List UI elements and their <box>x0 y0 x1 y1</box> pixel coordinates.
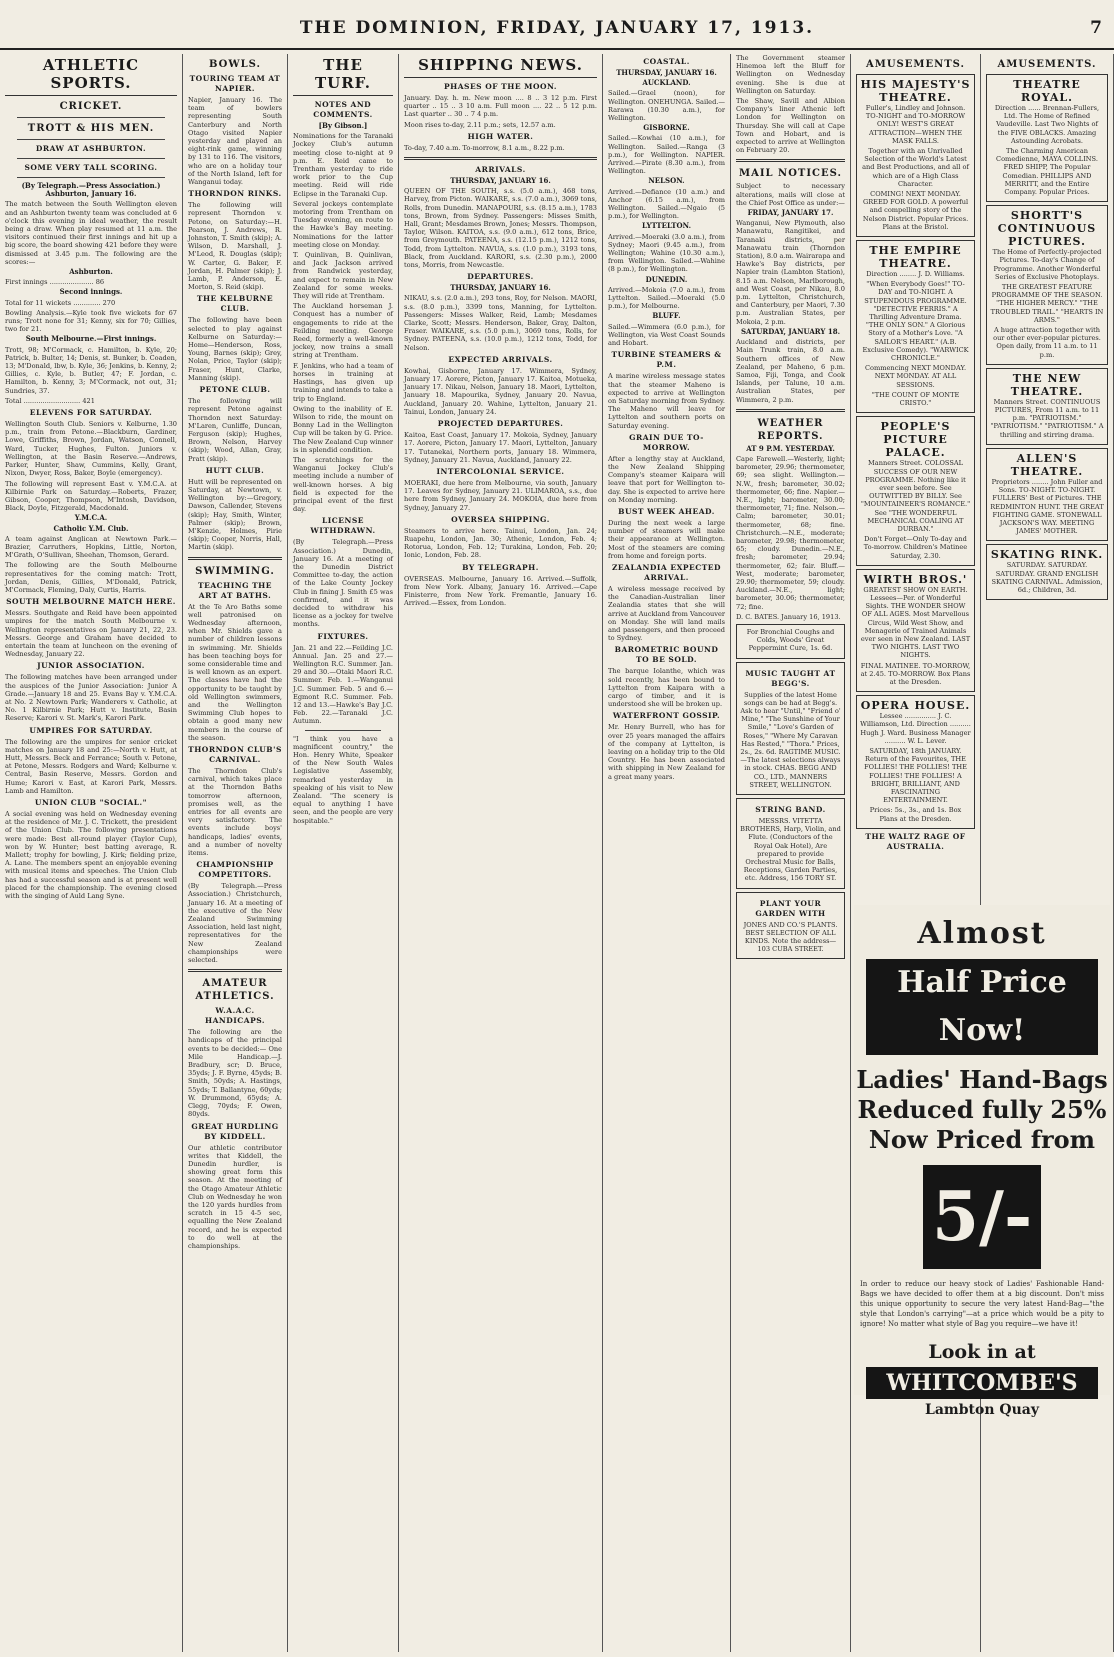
ad-text: "When Everybody Goes!" TO-DAY and TO-NIGHT. A STUPENDOUS PROGRAMME. "DETECTIVE FERRIS." A Thrilling Adventure Drama. "THE ONLY SON." A Glorious Story of a Mother's Love. "A SAILOR'S HEART." (A.B. Exclusive Comedy). "WARWICK CHRONICLE." <box>862 280 969 363</box>
mail-list: Auckland and districts, per Main Trunk train, 8.0 a.m. Southern offices of New Zealand, per Maheno, 6 p.m. Samoa, Fiji, Tonga, and Cook Islands, per Talune, 10 a.m. Australian States, per Wimmera, 2 p.m. <box>736 338 845 404</box>
ad-heading: WIRTH BROS.' <box>863 572 968 586</box>
subheading: UNION CLUB "SOCIAL." <box>34 798 148 807</box>
score-line: First innings ..................... 86 <box>5 278 105 287</box>
shipping-list: Arrived.—Defiance (10 a.m.) and Anchor (6.15 a.m.), from Wellington. Sailed.—Ngaio (5 p.m.), for Wellington. <box>608 187 725 221</box>
ad-heading: MUSIC TAUGHT AT BEGG'S. <box>745 668 836 688</box>
advertisement <box>986 544 1108 600</box>
subheading: THORNDON RINKS. <box>188 189 282 199</box>
shipping-list: Sailed.—Wimmera (6.0 p.m.), for Wellington, via West Coast Sounds and Hobart. <box>608 322 725 348</box>
subheading: ELEVENS FOR SATURDAY. <box>29 408 153 418</box>
ad-text: The Charming American Comedienne, MAYA COLLINS. FRED SHIPP, The Popular Comedian. PHILLIPS AND MERRITT, and the Entire Company. Popular Prices. <box>996 147 1098 197</box>
subheading: THE KELBURNE CLUB. <box>196 294 274 314</box>
subheading: BY TELEGRAPH. <box>462 562 539 572</box>
ad-text: GREATEST SHOW ON EARTH. Lessees—Per. of Wonderful Sights. THE WONDER SHOW OF ALL AGES. Most Marvellous Circus, Wild West Show, and Menagerie of Trained Animals ever seen in New Zealand. LAST TWO NIGHTS. LAST TWO NIGHTS. <box>860 585 971 660</box>
time-line: AT 9 P.M. YESTERDAY. <box>746 443 835 453</box>
shipping-list: Sailed.—Kowhai (10 a.m.), for Wellington. Sailed.—Ranga (3 p.m.), for Wellington. NAPIER. Arrived.—Pirate (8.30 a.m.), from Wellington. <box>608 134 725 176</box>
shipping-list: Sailed.—Grael (noon), for Wellington. ONEHUNGA. Sailed.—Rarawa (10.30 a.m.), for Wellington. <box>608 89 725 123</box>
subheading: OVERSEA SHIPPING. <box>451 514 550 524</box>
article-paragraph: The Thorndon Club's carnival, which takes place at the Thorndon Baths tomorrow afternoon, promises well, as the entries for all events are very satisfactory. The events include boys' handicaps, ladies' events, and a number of novelty items. <box>188 767 282 858</box>
section-heading: AMATEUR ATHLETICS. <box>195 978 275 1003</box>
article-paragraph: The following will represent East v. Y.M.C.A. at Kilbirnie Park on Saturday.—Roberts, Frazer, Gibson, Cooper, Thompson, M'Intosh, Davidson, Black, Doyle, Fitzgerald, Macdonald. <box>5 479 177 513</box>
date-line: THURSDAY, JANUARY 16. <box>450 176 551 186</box>
ad-text: Proprietors ........ John Fuller and Sons. TO-NIGHT. TO-NIGHT. FULLERS' Best of Pictures. THE REDMINTON HUNT. THE GREAT FIGHTING GAME. STONEWALL JACKSON'S WAY. MEETING JAMES' MOTHER. <box>990 477 1104 536</box>
article-paragraph: F. Jenkins, who had a team of horses in training at Hastings, has given up training and intends to take a trip to England. <box>293 361 393 403</box>
article-paragraph: A social evening was held on Wednesday evening at the residence of Mr. J. C. Trickett, the president of the Union Club. The following presentations were made: Best all-round player (Taylor Cup), won by W. Hunter; best batting average, R. Mallett; trophy for bowling, J. Kirk; fielding prize, A. Lane. The members spent an enjoyable evening with musical items and speeches. The Union Club has had a successful season and is at present well placed for the championship. The evening closed with the singing of Auld Lang Syne. <box>5 810 177 901</box>
subheading: LICENSE WITHDRAWN. <box>310 516 376 536</box>
article-paragraph: (By Telegraph.—Press Association.) Christchurch, January 16. At a meeting of the executive of the New Zealand Swimming Association, held last night, representatives for the New Zealand championships were selected. <box>188 882 282 965</box>
ad-text: Don't Forget—Only To-day and To-morrow. Children's Matinee Saturday, 2.30. <box>863 535 968 560</box>
ad-heading: THE NEW THEATRE. <box>1010 371 1084 398</box>
divider <box>305 730 381 731</box>
column-mail-weather <box>731 54 851 1652</box>
advertisement <box>856 695 975 829</box>
ad-heading: SHORTT'S CONTINUOUS PICTURES. <box>997 209 1097 249</box>
divider <box>404 157 597 160</box>
column-coastal <box>603 54 731 1652</box>
advertisement <box>986 74 1108 202</box>
ad-text: Supplies of the latest Home songs can be had at Begg's. Ask to hear "Until," "Friend o' Mine," "The Sunshine of Your Smile," "Love's Garden of Roses," "Where My Caravan Has Rested," "Thora." Prices, 2s., 2s. 6d. RAGTIME MUSIC.—The latest selections always in stock. CHAS. BEGG AND CO., LTD., MANNERS STREET, WELLINGTON. <box>740 690 841 789</box>
subheading: HIGH WATER. <box>467 131 534 141</box>
subheading: PETONE CLUB. <box>199 385 271 395</box>
shipping-list: Arrived.—Moeraki (3.0 a.m.), from Sydney; Maori (9.45 a.m.), from Wellington; Wahine (10.30 a.m.), from Wellington. Sailed.—Wahine (8 p.m.), for Wellington. <box>608 232 725 274</box>
ad-text: FINAL MATINEE. TO-MORROW, at 2.45. TO-MORROW. Box Plans at the Dresden. <box>860 661 971 686</box>
ad-heading: THE EMPIRE THEATRE. <box>869 244 962 271</box>
shipping-list: MOERAKI, due here from Melbourne, via south, January 17. Leaves for Sydney, January 21. ULIMAROA, s.s., due here from Sydney, January 24. MOKOIA, due here from Sydney, January 27. <box>404 478 597 512</box>
article-paragraph: Subject to necessary alterations, mails will close at the Chief Post Office as under:— <box>736 182 845 207</box>
newspaper-title: THE DOMINION, FRIDAY, JANUARY 17, 1913. <box>299 18 815 38</box>
handbag-advertisement <box>854 905 1110 1418</box>
deck: NOTES AND COMMENTS. <box>313 100 373 119</box>
subheading: THORNDON CLUB'S CARNIVAL. <box>188 745 282 764</box>
score-line: Total for 11 wickets ............. 270 <box>5 298 116 307</box>
weather-list: Cape Farewell.—Westerly, light; barometer, 29.96; thermometer, 69; sea slight. Wellington.—N.W., fresh; barometer, 30.02; thermometer, 66; fine. Napier.—N.E., light; barometer, 30.00; thermometer, 71; fine. Nelson.—Calm; barometer, 30.01; thermometer, 68; fine. Christchurch.—N.E., moderate; barometer, 29.98; thermometer, 65; cloudy. Dunedin.—N.E., fresh; barometer, 29.94; thermometer, 62; fair. Bluff.—West, moderate; barometer, 29.90; thermometer, 59; cloudy. Auckland.—N.E., light; barometer, 30.06; thermometer, 72; fine. <box>736 454 846 611</box>
article-paragraph: T. Quinlivan, B. Quinlivan, and Jack Jackson arrived from Randwick yesterday, and expect to remain in New Zealand for some weeks. They will ride at Trentham. <box>293 251 393 301</box>
divider <box>17 139 165 140</box>
subheading: TURBINE STEAMERS & P.M. <box>611 350 722 370</box>
team-label: South Melbourne.—First innings. <box>25 334 157 344</box>
article-paragraph: "I think you have a magnificent country," the Hon. Henry White, Speaker of the New South Wales Legislative Assembly, remarked yesterday in speaking of his visit to New Zealand. "The scenery is equal to anything I have seen, and the people are very hospitable." <box>293 734 393 825</box>
article-paragraph: After a lengthy stay at Auckland, the New Zealand Shipping Company's steamer Kaipara will leave that port for Wellington to-day. She is expected to arrive here on Monday morning. <box>608 454 725 504</box>
date-line: SATURDAY, JANUARY 18. <box>740 326 841 336</box>
ad-store-banner: WHITCOMBE'S <box>866 1367 1098 1399</box>
article-paragraph: The following are the umpires for senior cricket matches on January 18 and 25:—North v. Hutt, at Hutt, Messrs. Beck and Ferrance; South v. Petone, at Petone, Messrs. Rodgers and Ward; Kelburne v. Central, Basin Reserve, Messrs. Gordon and Hume; Karori v. East, at Karori Park, Messrs. Lamb and Hamilton. <box>5 737 177 795</box>
deck: TOURING TEAM AT NAPIER. <box>189 74 281 93</box>
article-paragraph: (By Telegraph.—Press Association.) Dunedin, January 16. At a meeting of the Dunedin District Committee to-day, the action of the Lake County Jockey Club in fining J. Smith £5 was confirmed, and it was decided to withdraw his license as a jockey for twelve months. <box>293 538 393 629</box>
advertisement <box>986 368 1108 445</box>
shipping-list: Kowhai, Gisborne, January 17. Wimmera, Sydney, January 17. Aorere, Picton, January 17. Kaitoa, Motueka, January 17. Nikau, Nelson, January 18. Maori, Lyttelton, January 18. Mapourika, Sydney, January 20. Navua, Auckland, January 20. Wahine, Lyttelton, January 21. Tainui, London, January 24. <box>404 366 597 416</box>
article-paragraph: Mr. Henry Burrell, who has for over 25 years managed the affairs of the company at Lyttelton, is leaving on a holiday trip to the Old Country. He has been associated with shipping in New Zealand for a great many years. <box>608 723 725 781</box>
fixture-list: Jan. 21 and 22.—Feilding J.C. Annual. Jan. 25 and 27.—Wellington R.C. Summer. Jan. 29 and 30.—Otaki Maori R.C. Summer. Feb. 1.—Wanganui J.C. Summer. Feb. 5 and 6.—Egmont R.C. Summer. Feb. 12 and 13.—Hawke's Bay J.C. Feb. 22.—Taranaki J.C. Autumn. <box>293 643 393 726</box>
ad-product-line: Ladies' Hand-Bags <box>856 1065 1108 1094</box>
article-paragraph: The barque Iolanthe, which was sold recently, has been bound to Lyttelton from Kaipara with a cargo of timber, and it is understood she will be broken up. <box>608 667 725 709</box>
column-athletic-sports <box>0 54 183 1652</box>
port-label: AUCKLAND. <box>642 78 691 88</box>
ad-text: Fuller's, Lindley and Johnson. TO-NIGHT and TO-MORROW ONLY! WEST'S GREAT ATTRACTION—WHEN THE MASK FALLS. <box>865 104 966 145</box>
ad-text: A huge attraction together with our other ever-popular pictures. Open daily, from 11 a.m. to 11 p.m. <box>993 326 1101 359</box>
ad-text: Manners Street. CONTINUOUS PICTURES, From 11 a.m. to 11 p.m. "PATRIOTISM." "PATRIOTISM." "PATRIOTISM." A thrilling and stirring drama. <box>990 397 1104 439</box>
section-heading: AMUSEMENTS. <box>997 59 1097 70</box>
ad-heading: HIS MAJESTY'S THEATRE. <box>860 78 971 104</box>
divider <box>17 117 165 118</box>
club-label: Catholic Y.M. Club. <box>53 523 129 533</box>
moon-rise: Moon rises to-day, 2.11 p.m.; sets, 12.57 a.m. <box>404 120 556 129</box>
ad-text: The Home of Perfectly-projected Pictures. To-day's Change of Programme. Another Wonderful Series of Exclusive Photoplays. <box>992 248 1102 281</box>
article-paragraph: The following will represent Thorndon v. Petone, on Saturday:—H. Pearson, J. Andrews, R. Johnston, T. Smith (skip); A. Wilson, D. Marshall, J. M'Leod, R. Douglas (skip); W. Carter, G. Baker, F. Jordan, H. Palmer (skip); J. Lamb, P. Anderson, E. Morton, S. Reid (skip). <box>188 201 282 292</box>
article-paragraph: Nominations for the Taranaki Jockey Club's autumn meeting close to-night at 9 p.m. E. Reid came to Trentham yesterday to ride work prior to the Cup meeting. Reid will ride Eclipse in the Taranaki Cup. <box>293 132 393 198</box>
shipping-list: NIKAU, s.s. (2.0 a.m.), 293 tons, Roy, for Nelson. MAORI, s.s. (8.0 p.m.), 3399 tons, Manning, for Lyttelton. Passengers: Misses Walker, Reid, Lamb; Mesdames Clarke, Scott; Messrs. Henderson, Baker, Gray, Dalton, Fraser. WAIKARE, s.s. (5.0 p.m.), 3069 tons, Rolls, for Sydney. PATEENA, s.s. (10.0 p.m.), 1212 tons, Todd, for Nelson. <box>404 294 597 352</box>
article-paragraph: A wireless message received by the Canadian-Australian liner Zealandia states that she will arrive at Auckland from Vancouver on Monday. She will land mails and passengers, and then proceed to Sydney. <box>608 584 725 643</box>
advertisement <box>856 416 975 565</box>
article-paragraph: The following will represent Petone against Thorndon next Saturday: M'Laren, Cunliffe, Duncan, Ferguson (skip); Hughes, Brown, Nelson, Harvey (skip); Wood, Allan, Gray, Pratt (skip). <box>188 397 282 463</box>
divider <box>736 409 845 412</box>
ad-text: Manners Street. COLOSSAL SUCCESS OF OUR NEW PROGRAMME. Nothing like it ever seen before. See OUTWITTED BY BILLY. See "MOUNTAINEER'S ROMANCE." See "THE WONDERFUL MECHANICAL COALING AT DURBAN." <box>860 459 971 533</box>
ad-text: Direction ........ J. D. Williams. <box>866 270 965 279</box>
article-paragraph: Wellington South Club. Seniors v. Kelburne, 1.30 p.m., train from Petone.—Blackburn, Gardiner, Lowe, Griffiths, Brown, Jordan, Watson, Connell, Ward, Tucker, Hughes, Fulton. Juniors v. Wellington, at the Basin Reserve.—Andrews, Parker, Hunter, Shaw, Cummins, Kelly, Grant, Nixon, Dwyer, Ross, Baker, Boyle (emergency). <box>5 420 177 478</box>
article-paragraph: A team against Anglican at Newtown Park.—Brazier, Carruthers, Hopkins, Little, Norton, M'Grath, O'Sullivan, Sheehan, Thomson, Gerard. <box>5 534 177 560</box>
advertisement <box>736 624 845 659</box>
divider <box>188 557 282 560</box>
article-paragraph: Napier, January 16. The team of bowlers representing South Canterbury and North Otago visited Napier yesterday and played an eight-rink game, winning by 131 to 116. The visitors, who are on a holiday tour of the North Island, left for Wanganui today. <box>188 96 282 187</box>
article-paragraph: The Government steamer Hinemoa left the Bluff for Wellington on Wednesday evening. She is due at Wellington on Saturday. <box>736 54 845 95</box>
ad-almost: Almost <box>917 916 1047 951</box>
ad-heading: THEATRE ROYAL. <box>1013 78 1081 104</box>
port-label: BLUFF. <box>652 311 681 321</box>
article-paragraph: The following have been selected to play against Kelburne on Saturday:—Home—Henderson, Ross, Young, Barnes (skip); Grey, Nolan, Price, Taylor (skip); Fraser, Hunt, Clarke, Manning (skip). <box>188 316 282 382</box>
ad-address: Lambton Quay <box>925 1402 1039 1418</box>
article-paragraph: Our athletic contributor writes that Kiddell, the Dunedin hurdler, is showing great form this season. At the meeting of the Otago Amateur Athletic Club on Wednesday he won the 120 yards hurdles from scratch in 15 4-5 sec, equalling the New Zealand record, and he is expected to do well at the championships. <box>188 1143 282 1250</box>
ad-heading: OPERA HOUSE. <box>860 699 971 713</box>
ad-text: Together with an Unrivalled Selection of the World's Latest and Best Productions, and all of which are of a High Class Character. <box>862 147 969 188</box>
article-paragraph: The following matches have been arranged under the auspices of the Junior Association: Junior A Grade.—January 18 and 25. Evans Bay v. Y.M.C.A. at No. 2 Newtown Park; Wanderers v. Catholic, at No. 1 Kilbirnie Park; Hutt v. Institute, Basin Reserve; Karori v. St. Mark's, Karori Park. <box>5 673 177 723</box>
moon-table: January. Day. h. m. New moon .... 8 .. 3 12 p.m. First quarter .. 15 .. 3 10 a.m. Full moon .... 22 .. 5 12 p.m. Last quarter .. 30 .. 7 4 p.m. <box>404 94 597 119</box>
subheading: UMPIRES FOR SATURDAY. <box>29 725 153 735</box>
subheading: THE WALTZ RAGE OF AUSTRALIA. <box>865 831 966 851</box>
ad-text: Prices: 5s., 3s., and 1s. Box Plans at the Dresden. <box>869 806 962 823</box>
article-paragraph: The scratchings for the Wanganui Jockey Club's meeting include a number of well-known horses. A big field is expected for the principal event of the first day. <box>293 455 393 514</box>
team-label: Ashburton. <box>69 267 113 277</box>
advertisement <box>856 74 975 237</box>
article-paragraph: Bowling Analysis.—Kyle took five wickets for 67 runs; Trott none for 31; Kenny, six for 70; Gillies, two for 21. <box>5 308 177 334</box>
subheading: JUNIOR ASSOCIATION. <box>37 661 145 671</box>
subheading: BAROMETRIC BOUND TO BE SOLD. <box>614 645 719 665</box>
article-paragraph: At the Te Aro Baths some well patronised on Wednesday afternoon, when Mr. Shields gave a number of children lessons in swimming. Mr. Shields has been teaching boys for some considerable time and is well known as an expert. The classes have had the opportunity to be taught by old Wellington swimmers, and the Wellington Swimming Club hopes to obtain a good many new members in the course of the season. <box>188 602 282 742</box>
subheading: BUST WEEK AHEAD. <box>618 506 715 516</box>
section-heading: BOWLS. <box>209 59 261 70</box>
subheading: CHAMPIONSHIP COMPETITORS. <box>196 860 274 880</box>
column-shipping <box>399 54 603 1652</box>
subheading: HUTT CLUB. <box>205 465 265 475</box>
advertisement <box>986 448 1108 541</box>
subheading: SOUTH MELBOURNE MATCH HERE. <box>6 597 176 607</box>
article-paragraph: Hutt will be represented on Saturday, at Newtown, v. Wellington by:—Gregory, Dawson, Callender, Stevens (skip); Hay, Smith, Winter, Palmer (skip); Brown, M'Kenzie, Holmes, Pirie (skip); Cooper, Norris, Hall, Martin (skip). <box>188 477 282 552</box>
article-paragraph: Trott, 98; M'Cormack, c. Hamilton, b. Kyle, 20; Patrick, b. Bulter, 14; Denis, st. Bunker, b. Coaden, 13; M'Donald, lbw, b. Kyle, 36; Jenkins, b. Kenny, 2; Gillies, c. Kyle, b. Butler, 47; F. Jordan, c. Hamilton, b. Kenny, 3; M'Cormack, not out, 31; Sundries, 37. <box>5 345 177 395</box>
section-heading: THE TURF. <box>293 56 393 96</box>
byline: [By Gibson.] <box>318 121 368 130</box>
ad-text: "THE COUNT OF MONTE CRISTO." <box>871 390 960 408</box>
shipping-list: QUEEN OF THE SOUTH, s.s. (5.0 a.m.), 468 tons, Harvey, from Picton. WAIKARE, s.s. (7.0 a.m.), 3069 tons, Rolls, from Dunedin. MANAPOURI, s.s. (8.15 a.m.), 1783 tons, Brown, from Sydney. Passengers: Misses Smith, Hall, Grant; Mesdames Brown, Jones; Messrs. Thompson, Taylor, Wilson. KAITOA, s.s. (9.0 a.m.), 612 tons, Brice, from Greymouth. PATEENA, s.s. (12.15 p.m.), 1212 tons, Todd, from Lyttelton. NAVUA, s.s. (1.0 p.m.), 3193 tons, Black, from Auckland. KARORI, s.s. (2.30 p.m.), 2000 tons, Morris, from Newcastle. <box>404 187 597 270</box>
subheading: WATERFRONT GOSSIP. <box>612 711 721 721</box>
ad-text: COMING! NEXT MONDAY. GREED FOR GOLD. A powerful and compelling story of the Nelson District. Popular Prices. Plans at the Bristol. <box>862 190 969 231</box>
deck: SOME VERY TALL SCORING. <box>24 163 158 172</box>
advertisement <box>856 240 975 413</box>
shipping-list: Kaitoa, East Coast, January 17. Mokoia, Sydney, January 17. Aorere, Picton, January 17. Maori, Lyttelton, January 17. Tutanekai, Northern ports, January 18. Wimmera, Sydney, January 21. Navua, Auckland, January 22. <box>404 431 597 464</box>
article-paragraph: During the next week a large number of steamers will make their appearance at Wellington. Most of the steamers are coming from home and foreign ports. <box>608 518 725 560</box>
ad-text: For Bronchial Coughs and Colds, Woods' Great Peppermint Cure, 1s. 6d. <box>746 627 835 653</box>
ad-text: THE GREATEST FEATURE PROGRAMME OF THE SEASON. "THE HIGHER MERCY." "THE TROUBLED TRAIL." "HEARTS IN ARMS." <box>990 283 1104 324</box>
article-paragraph: The Auckland horseman J. Conquest has a number of engagements to ride at the Feilding meeting. George Reed, formerly a well-known jockey, now trains a small string at Trentham. <box>293 302 393 360</box>
section-heading: SWIMMING. <box>195 565 275 577</box>
article-paragraph: The following are the handicaps of the principal events to be decided:— One Mile Handicap.—J. Bradbury, scr; D. Bruce, 35yds; J. F. Byrne, 45yds; B. Smith, 50yds; A. Hastings, 55yds; T. Ballantyne, 60yds; W. Drummond, 65yds; A. Clegg, 70yds; F. Owen, 80yds. <box>188 1028 282 1119</box>
ad-heading: SKATING RINK. <box>990 548 1104 562</box>
masthead <box>0 0 1114 50</box>
subheading: W.A.A.C. HANDICAPS. <box>205 1006 265 1026</box>
section-heading: SHIPPING NEWS. <box>404 56 597 78</box>
section-heading: AMUSEMENTS. <box>865 59 965 70</box>
ad-half-price-banner: Half Price Now! <box>866 959 1098 1055</box>
subheading: INTERCOLONIAL SERVICE. <box>436 466 565 476</box>
column-bowls <box>183 54 288 1652</box>
subheading: PROJECTED DEPARTURES. <box>437 419 564 429</box>
headline: TROTT & HIS MEN. <box>27 123 155 134</box>
score-line: Total ........................... 421 <box>5 396 95 405</box>
ad-body-text: In order to reduce our heavy stock of Ladies' Fashionable Hand-Bags we have decided to offer them at a big discount. Don't miss this unique opportunity to secure the very latest Hand-Bag—"the style that London's carrying"—at a price which would be a pity to ignore! No matter what style of Bag you require—we have it! <box>860 1280 1104 1328</box>
high-water: To-day, 7.40 a.m. To-morrow, 8.1 a.m., 8.22 p.m. <box>404 143 565 152</box>
advertisement <box>736 662 845 795</box>
column-turf <box>288 54 399 1652</box>
shipping-list: Steamers to arrive here. Tainui, London, Jan. 24; Ruapehu, London, Jan. 30; Athenic, London, Feb. 4; Rotorua, London, Feb. 12; Turakina, London, Feb. 20; Ionic, London, Feb. 28. <box>404 526 597 560</box>
advertisement <box>856 569 975 692</box>
subheading: GREAT HURDLING BY KIDDELL. <box>191 1121 279 1141</box>
subheading: ARRIVALS. <box>475 165 526 175</box>
ad-look-line: Look in at <box>928 1341 1036 1363</box>
article-paragraph: The match between the South Wellington eleven and an Ashburton twenty team was concluded at 6 o'clock this evening in ideal weather, the result being a draw. When play resumed at 11 a.m. the visitors continued their first innings and hit up a big score, the board showing 421 before they were dismissed at 3.45 p.m. The following are the scores:— <box>5 200 177 266</box>
section-heading: WEATHER REPORTS. <box>757 417 824 442</box>
shipping-list: Arrived.—Mokoia (7.0 a.m.), from Lyttelton. Sailed.—Moeraki (5.0 p.m.), for Melbourne. <box>608 285 725 311</box>
byline: (By Telegraph.—Press Association.) Ashburton, January 16. <box>21 181 161 199</box>
ad-price-banner: 5/- <box>923 1165 1041 1269</box>
advertisement <box>736 892 845 960</box>
port-label: LYTTELTON. <box>641 221 692 231</box>
divider <box>188 969 282 972</box>
subheading: GRAIN DUE TO-MORROW. <box>629 432 704 452</box>
article-paragraph: Messrs. Southgate and Reid have been appointed umpires for the match South Melbourne v. Wellington representatives on January 21, 22, 23. Messrs. George and Graham have decided to entertain the team at luncheon on the evening of Wednesday, January 22. <box>5 609 177 659</box>
page-number: 7 <box>1090 18 1102 38</box>
date-line: THURSDAY, JANUARY 16. <box>616 68 717 77</box>
ad-discount-line: Reduced fully 25% <box>857 1095 1107 1124</box>
innings-label: Second innings. <box>59 287 123 297</box>
subheading: FIXTURES. <box>317 631 369 641</box>
article-paragraph: Owing to the inability of E. Wilson to ride, the mount on Bonny Lad in the Wellington Cup will be taken by G. Price. The New Zealand Cup winner is in splendid condition. <box>293 404 393 454</box>
ad-priced-line: Now Priced from <box>868 1125 1096 1154</box>
ad-text: JONES AND CO.'S PLANTS. BEST SELECTION OF ALL KINDS. Note the address—103 CUBA STREET. <box>743 920 838 954</box>
article-paragraph: The following are the South Melbourne representatives for the coming match: Trott, Jordan, Denis, Gillies, M'Donald, Patrick, M'Cormack, Fleming, Daly, Curtis, Harris. <box>5 561 177 594</box>
ad-text: Commencing NEXT MONDAY. NEXT MONDAY. AT ALL SESSIONS. <box>864 364 967 389</box>
port-label: DUNEDIN. <box>645 274 688 284</box>
ad-heading: PEOPLE'S PICTURE PALACE. <box>880 420 951 460</box>
ad-text: Lessee ............... J. C. Williamson, Ltd. Direction .......... Hugh J. Ward. Business Manager .......... W. L. Lever. <box>860 712 971 745</box>
ad-heading: ALLEN'S THEATRE. <box>1010 451 1084 478</box>
subheading: DEPARTURES. <box>467 272 534 282</box>
article-paragraph: A marine wireless message states that the steamer Maheno is expected to arrive at Wellington on Saturday morning from Sydney. The Maheno will leave for Lyttelton and southern ports on Saturday evening. <box>608 372 725 430</box>
mail-list: Wanganui, New Plymouth, also Manawatu, Rangitikei, and Taranaki districts, per Manawatu train (Thorndon Station), 8.0 a.m. Wairarapa and Hawke's Bay districts, per Napier train (Lambton Station), 8.15 a.m. Nelson, Marlborough, and West Coast, per Nikau, 8.0 p.m. Lyttelton, Christchurch, and Canterbury, per Maori, 7.30 p.m. Australian States, per Mokoia, 2 p.m. <box>736 219 845 326</box>
deck: TEACHING THE ART AT BATHS. <box>198 580 272 600</box>
subheading: COASTAL. <box>643 57 690 66</box>
article-paragraph: The Shaw, Savill and Albion Company's liner Athenic left London for Wellington on Thursday. She will call at Cape Town and Hobart, and is expected to arrive at Wellington on February 20. <box>736 97 845 155</box>
signature: D. C. BATES. January 16, 1913. <box>736 612 841 621</box>
section-heading: ATHLETIC SPORTS. <box>5 56 177 96</box>
club-label: Y.M.C.A. <box>74 513 108 523</box>
subsection-heading: CRICKET. <box>59 101 123 112</box>
deck: DRAW AT ASHBURTON. <box>35 144 147 153</box>
advertisement <box>986 205 1108 365</box>
subheading: PHASES OF THE MOON. <box>443 82 558 91</box>
ad-text: SATURDAY, 18th JANUARY. Return of the Favourites, THE FOLLIES! THE FOLLIES! THE FOLLIES! THE FOLLIES! A BRIGHT, BRILLIANT, AND FASCINATING ENTERTAINMENT. <box>864 746 967 805</box>
ad-text: SATURDAY. SATURDAY. SATURDAY. GRAND ENGLISH SKATING CARNIVAL. Admission, 6d.; Children, 3d. <box>991 561 1103 594</box>
divider <box>17 177 165 178</box>
subheading: EXPECTED ARRIVALS. <box>448 354 553 364</box>
advertisement <box>736 798 845 889</box>
ad-text: MESSRS. VITETTA BROTHERS, Harp, Violin, and Flute. (Conductors of the Royal Oak Hotel), Are prepared to provide Orchestral Music for Balls, Receptions, Garden Parties, etc. Address, 156 TORY ST. <box>740 817 841 883</box>
article-paragraph: Several jockeys contemplate motoring from Trentham on Tuesday evening, en route to the Hawke's Bay meeting. Nominations for the latter meeting close on Monday. <box>293 199 393 249</box>
shipping-list: OVERSEAS. Melbourne, January 16. Arrived.—Suffolk, from New York. Albany, January 16. Arrived.—Cape Finisterre, from New York. Fremantle, January 16. Arrived.—Essex, from London. <box>404 574 597 608</box>
date-line: THURSDAY, JANUARY 16. <box>450 283 551 293</box>
port-label: NELSON. <box>648 176 685 186</box>
divider <box>17 158 165 159</box>
section-heading: MAIL NOTICES. <box>739 168 842 180</box>
ad-heading: PLANT YOUR GARDEN WITH <box>755 898 826 918</box>
ad-heading: STRING BAND. <box>755 805 826 815</box>
ad-text: Direction ...... Brennan-Fullers, Ltd. The Home of Refined Vaudeville. Last Two Nights of the FIVE OBLACKS. Amazing Astounding Acrobats. <box>994 104 1100 145</box>
divider <box>736 159 845 162</box>
date-line: FRIDAY, JANUARY 17. <box>747 208 834 218</box>
port-label: GISBORNE. <box>643 123 690 133</box>
subheading: ZEALANDIA EXPECTED ARRIVAL. <box>611 562 722 582</box>
